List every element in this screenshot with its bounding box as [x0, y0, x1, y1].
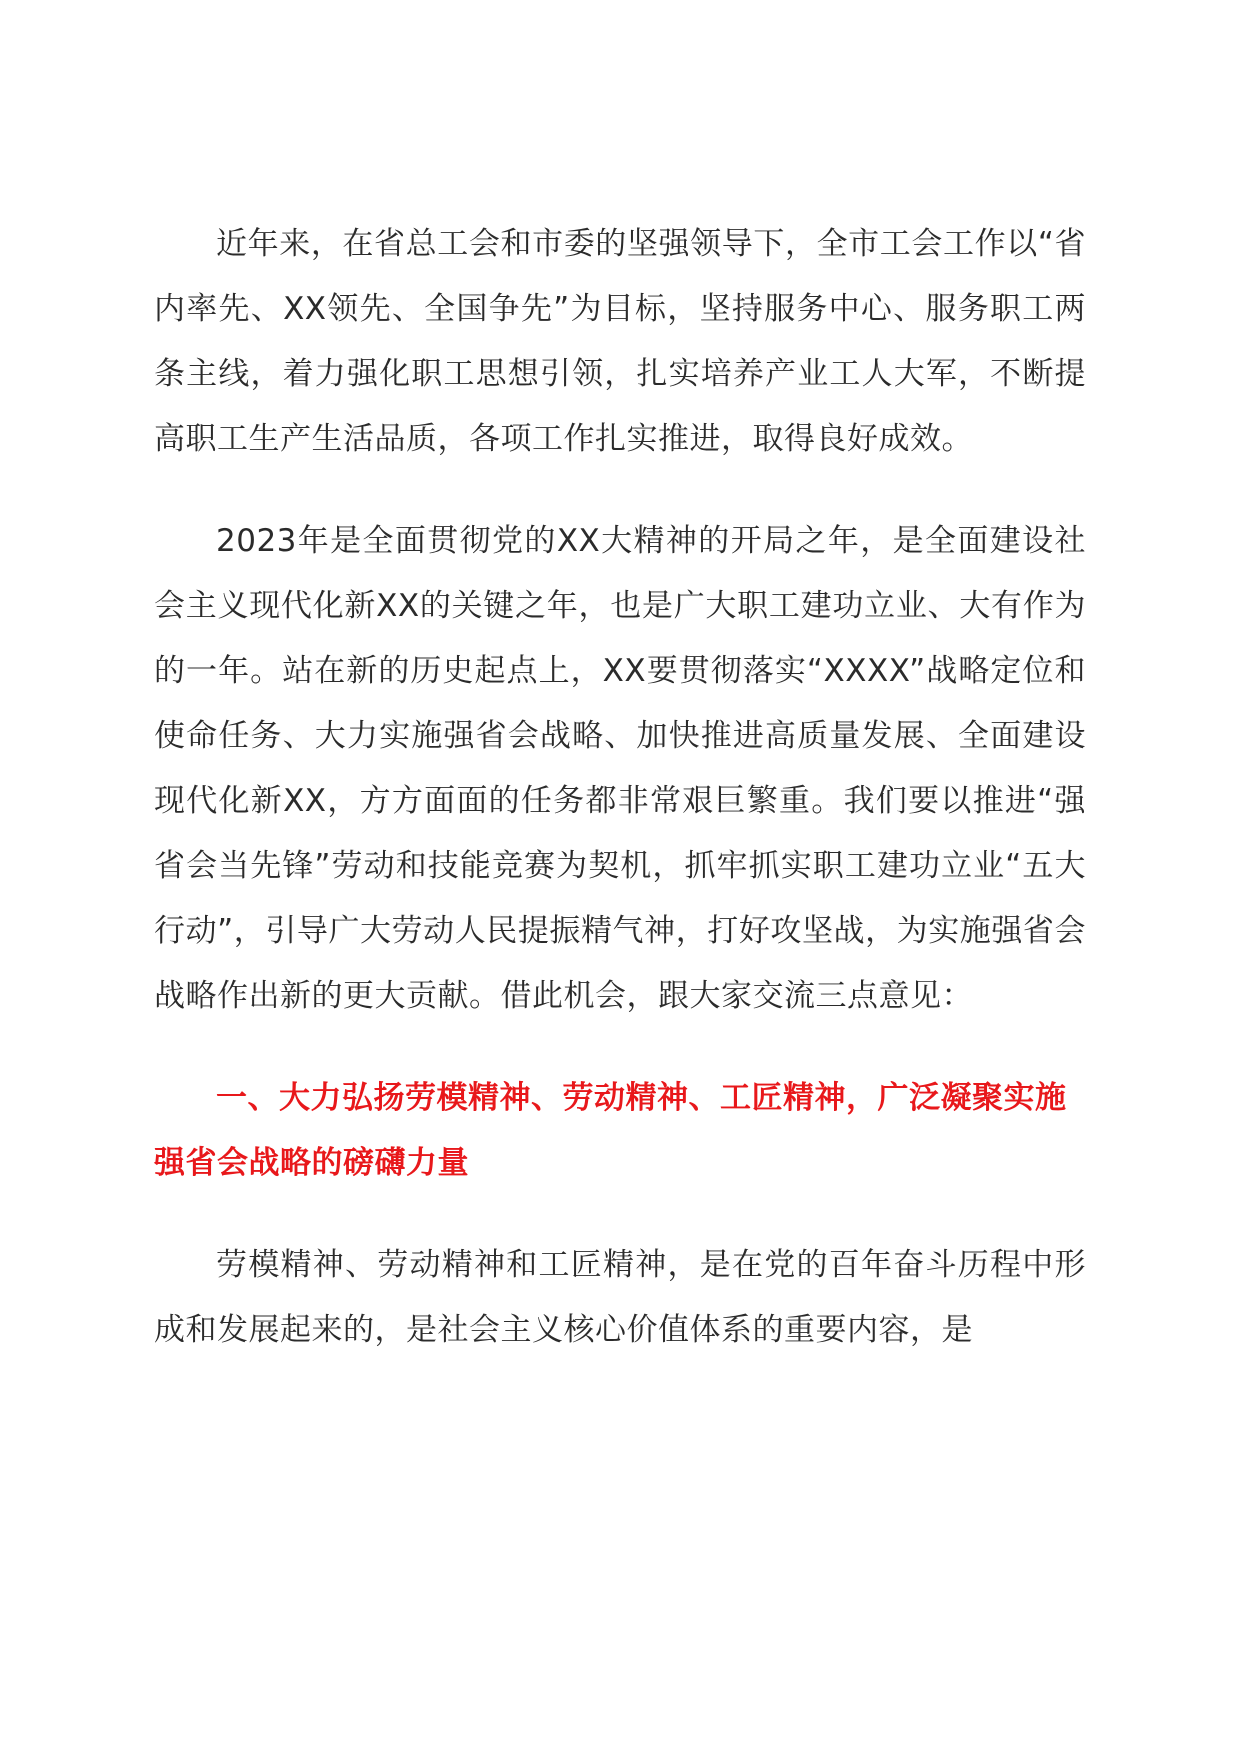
- paragraph-spacer: [154, 472, 1086, 509]
- paragraph-spacer: [154, 1029, 1086, 1066]
- paragraph-spacer: [154, 1196, 1086, 1233]
- intro-paragraph: 近年来，在省总工会和市委的坚强领导下，全市工会工作以“省内率先、XX领先、全国争先”为目标，坚持服务中心、服务职工两条主线，着力强化职工思想引领，扎实培养产业工人大军，不断提高职工生产生活品质，各项工作扎实推进，取得良好成效。: [154, 226, 1086, 457]
- context-paragraph: 2023年是全面贯彻党的XX大精神的开局之年，是全面建设社会主义现代化新XX的关键之年，也是广大职工建功立业、大有作为的一年。站在新的历史起点上，XX要贯彻落实“XXXX”战略定位和使命任务、大力实施强省会战略、加快推进高质量发展、全面建设现代化新XX，方方面面的任务都非常艰巨繁重。我们要以推进“强省会当先锋”劳动和技能竞赛为契机，抓牢抓实职工建功立业“五大行动”，引导广大劳动人民提振精气神，打好攻坚战，为实施强省会战略作出新的更大贡献。借此机会，跟大家交流三点意见：: [154, 523, 1086, 1014]
- section-heading: 一、大力弘扬劳模精神、劳动精神、工匠精神，广泛凝聚实施强省会战略的磅礴力量: [154, 1080, 1067, 1181]
- document-page: [154, 212, 1086, 1363]
- section-paragraph: 劳模精神、劳动精神和工匠精神，是在党的百年奋斗历程中形成和发展起来的，是社会主义核心价值体系的重要内容，是: [154, 1247, 1086, 1348]
